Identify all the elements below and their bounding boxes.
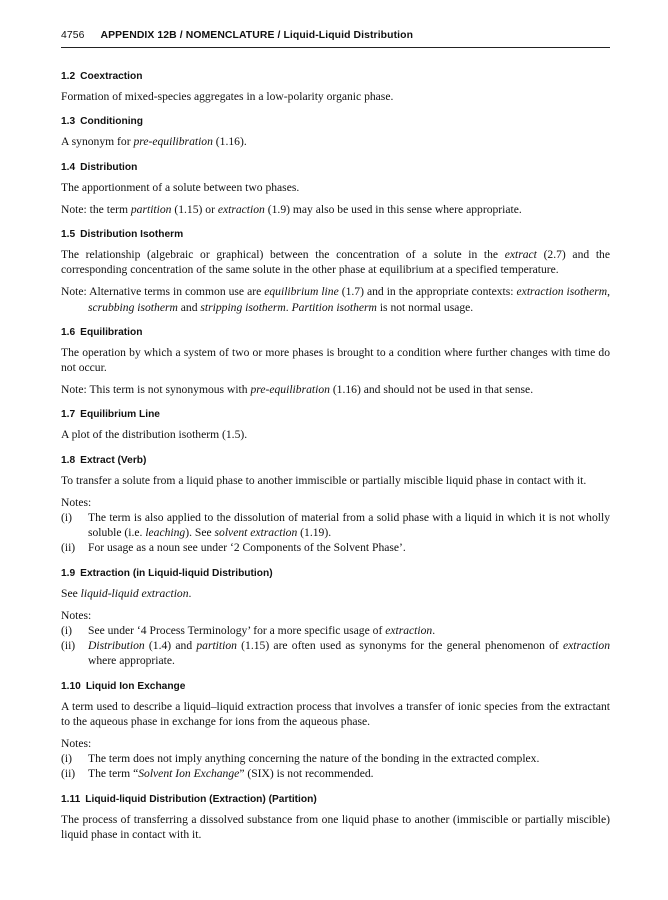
definition: A term used to describe a liquid–liquid extraction process that involves a transfer of ionic species from the extractant to the aqueous phase in exchange for ions from the aqueous phase.	[61, 699, 610, 728]
definition: To transfer a solute from a liquid phase to another immiscible or partially miscible liquid phase in contact with it.	[61, 473, 587, 487]
notes-label: Notes:	[61, 495, 92, 509]
section-heading: 1.4 Distribution	[61, 161, 138, 173]
definition: The operation by which a system of two or more phases is brought to a condition where further changes with time do not occur.	[61, 345, 610, 375]
note-item: (i) The term does not imply anything concerning the nature of the bonding in the extracted complex.	[61, 752, 540, 766]
section-1-9	[61, 567, 610, 669]
notes	[61, 736, 610, 782]
page-number: 4756	[61, 30, 85, 41]
section-1-10	[61, 680, 610, 782]
section-1-11	[61, 793, 610, 842]
definition: See liquid-liquid extraction.	[61, 586, 192, 600]
definition: The relationship (algebraic or graphical) between the concentration of a solute in the extract (2.7) and the corresponding concentration of the same solute in the other phase at equilibrium at a specified temperature.	[61, 248, 610, 277]
section-heading: 1.5 Distribution Isotherm	[61, 229, 184, 241]
note: Note: the term partition (1.15) or extraction (1.9) may also be used in this sense where appropriate.	[61, 202, 522, 216]
section-1-5	[61, 228, 610, 315]
note-item: (ii) For usage as a noun see under ‘2 Components of the Solvent Phase’.	[61, 541, 406, 555]
notes	[61, 495, 610, 556]
section-heading: 1.11 Liquid-liquid Distribution (Extraction) (Partition)	[61, 793, 317, 805]
definition: A plot of the distribution isotherm (1.5).	[61, 428, 248, 442]
document-body	[61, 70, 610, 842]
section-heading: 1.6 Equilibration	[61, 326, 143, 338]
running-header	[61, 28, 610, 48]
definition: The apportionment of a solute between two phases.	[61, 180, 300, 194]
note-item: (ii) Distribution (1.4) and partition (1.15) are often used as synonyms for the general phenomenon of extraction where appropriate.	[61, 639, 610, 668]
section-1-7	[61, 408, 610, 442]
section-heading: 1.3 Conditioning	[61, 116, 143, 128]
definition: Formation of mixed-species aggregates in a low-polarity organic phase.	[61, 90, 394, 104]
definition: A synonym for pre-equilibration (1.16).	[61, 135, 247, 149]
note-item: (i) The term is also applied to the dissolution of material from a solid phase with a liquid in which it is not wholly soluble (i.e. leaching). See solvent extraction (1.19).	[61, 511, 610, 540]
section-heading: 1.9 Extraction (in Liquid-liquid Distribution)	[61, 567, 273, 579]
section-heading: 1.2 Coextraction	[61, 71, 143, 83]
note-item: (ii) The term “Solvent Ion Exchange” (SIX) is not recommended.	[61, 767, 374, 781]
section-heading: 1.10 Liquid Ion Exchange	[61, 680, 186, 692]
running-title: APPENDIX 12B / NOMENCLATURE / Liquid-Liquid Distribution	[100, 30, 414, 41]
section-1-6	[61, 326, 610, 398]
section-1-4	[61, 161, 610, 217]
definition: The process of transferring a dissolved substance from one liquid phase to another (immiscible or partially miscible) liquid phase in contact with it.	[61, 812, 610, 841]
section-heading: 1.8 Extract (Verb)	[61, 454, 147, 466]
note: Note: This term is not synonymous with pre-equilibration (1.16) and should not be used in that sense.	[61, 383, 534, 397]
section-heading: 1.7 Equilibrium Line	[61, 409, 160, 421]
notes-label: Notes:	[61, 737, 92, 751]
note: Note: Alternative terms in common use are equilibrium line (1.7) and in the appropriate contexts: extraction isotherm, scrubbing isotherm and stripping isotherm. Partition isotherm is not normal usage.	[61, 285, 611, 314]
section-1-2	[61, 70, 610, 104]
section-1-3	[61, 115, 610, 149]
section-1-8	[61, 454, 610, 556]
notes	[61, 608, 610, 669]
notes-label: Notes:	[61, 608, 92, 622]
note-item: (i) See under ‘4 Process Terminology’ for a more specific usage of extraction.	[61, 624, 436, 638]
